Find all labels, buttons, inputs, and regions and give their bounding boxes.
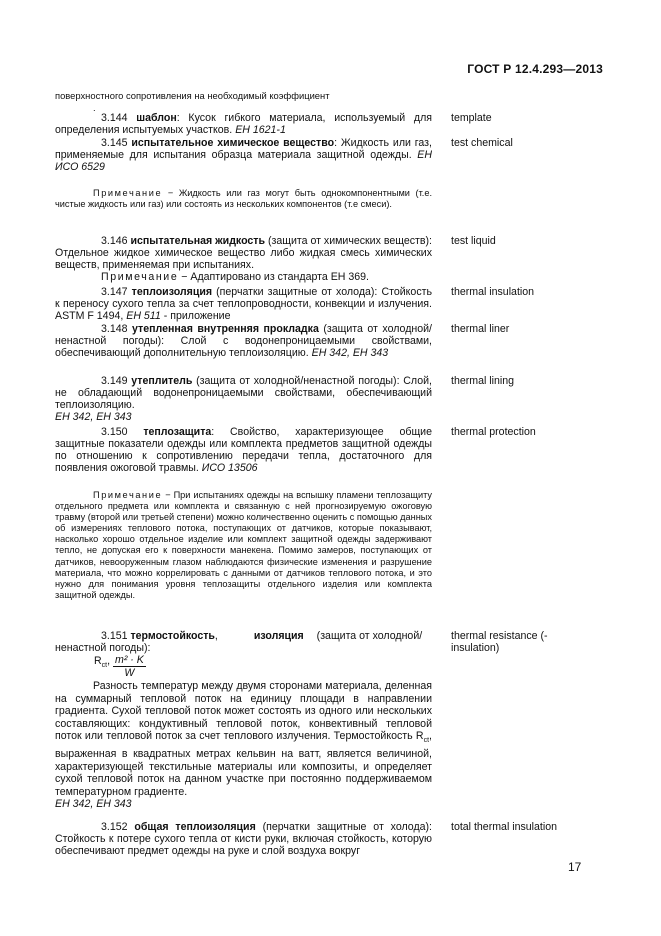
term-definition: (защита от холодной/ненастной погоды): [55,630,423,654]
term-reference: ЕН 342, ЕН 343 [55,798,132,811]
term-body-text: Разность температур между двумя сторонами материала, деленная на суммарный тепловой поток на единицу площади в направлении градиента. Сухой тепловой поток может состоять из одного или нескольких составляющих: кондуктивный тепловой поток, конвективный тепловой поток или тепловой поток за счет теплового излучения. Термостойкость R [55,680,432,743]
term-3-150 [55,426,432,474]
term-reference-tail: - приложение [160,310,231,322]
term-3-147 [55,286,432,322]
term-name: теплозащита [143,426,212,438]
term-name: общая теплоизоляция [134,821,256,833]
term-en-3-149: thermal lining [451,375,515,387]
term-3-151-body [55,680,432,810]
term-definition: : Жидкость или газ, применяемые для испытания образца материала защитной одежды. [55,137,432,161]
term-name-alt: изоляция [253,630,304,642]
term-reference: ИСО 13506 [201,462,258,474]
term-en-3-145: test chemical [451,137,513,149]
term-number: 3.144 [101,112,128,124]
note-3-150 [55,490,432,601]
intro-dot: . [93,102,96,113]
intro-line [55,90,432,114]
term-3-151: 3.151 термостойкость, изоляция (защита от холодной/ненастной погоды): [55,630,423,654]
term-reference: ЕН 342, ЕН 343 [55,411,132,423]
term-name: утепленная внутренняя прокладка [132,323,319,335]
document-code: ГОСТ Р 12.4.293—2013 [467,62,603,76]
term-definition: (перчатки защитные от холода): Стойкость к переносу сухого тепла за счет теплопроводности, конвекции и излучения. ASTM F 1494, [55,286,432,322]
term-en-3-150: thermal protection [451,426,536,438]
term-number: 3.149 [101,375,128,387]
term-en-3-146: test liquid [451,235,496,247]
formula-fraction [113,655,146,679]
term-en-3-147: thermal insulation [451,286,535,298]
term-name: испытательная жидкость [130,235,265,247]
term-number: 3.150 [101,426,128,438]
term-en-3-152: total thermal insulation [451,821,557,833]
formula-denominator: W [124,667,135,679]
term-definition: : Кусок гибкого материала, используемый для определения испытуемых участков. [55,112,432,136]
term-3-148 [55,323,432,359]
term-en-3-144: template [451,112,492,124]
term-body-subscript: ct [423,737,430,745]
term-definition: (перчатки защитные от холода): Стойкость к потере сухого тепла от кисти руки, включая стойкость, которую обеспечивают предмет одежды на руке и слой воздуха вокруг [55,821,432,857]
note-text: − Жидкость или газ могут быть однокомпонентными (т.е. чистые жидкость или газ) или состоять из нескольких компонентов (т.е смеси). [55,188,432,210]
term-3-152 [55,821,432,857]
note-text: − Адаптировано из стандарта ЕН 369. [178,271,369,283]
note-3-145 [55,188,432,210]
term-3-145 [55,137,432,173]
note-label: Примечание [101,271,179,283]
formula-subscript: ct [101,662,108,670]
term-number: 3.152 [101,821,128,833]
term-number: 3.145 [101,137,128,149]
note-label: Примечание [93,490,163,500]
term-reference: ЕН ИСО 6529 [55,149,432,173]
term-3-144 [55,112,432,136]
term-reference: ЕН 511 [126,310,161,322]
formula-symbol: R [94,655,102,667]
term-definition: (защита от холодной/ненастной погоды): Слой с водонепроницаемыми свойствами, обеспечивающий дополнительную теплоизоляцию. [55,323,432,359]
term-name: утеплитель [131,375,193,387]
unit-formula [94,655,146,679]
intro-text: поверхностного сопротивления на необходимый коэффициент [55,90,330,101]
term-name: теплоизоляция [131,286,213,298]
term-reference: ЕН 1621-1 [235,124,286,136]
term-name: термостойкость [130,630,215,642]
formula-separator: , [107,655,113,667]
term-number: 3.151 [101,630,128,642]
term-name: испытательное химическое вещество [131,137,335,149]
term-number: 3.146 [101,235,128,247]
term-reference: ЕН 342, ЕН 343 [311,347,389,359]
term-en-3-148: thermal liner [451,323,510,335]
note-text: − При испытаниях одежды на вспышку пламени теплозащиту отдельного предмета или комплекта и связанную с ней прогнозируемую ожоговую травму (второй или третьей степени) можно количественно оценить с помощью данных об измерениях теплового потока, поступающих от датчиков, которые показывают, насколько хорошо отдельное изделие или комплект защитной одежды задерживают тепло, не допуская его к поверхности манекена. Помимо замеров, поступающих от датчиков, невооруженным глазом наблюдаются физические изменения и разрушение материала, что можно коррелировать с данными от датчиков теплового потока, и это нужно для понимания уровня теплозащиты отдельного изделия или комплекта защитной одежды. [55,490,432,600]
term-number: 3.148 [101,323,128,335]
term-definition: (защита от химических веществ): Отдельное жидкое химическое вещество либо жидкая смесь химических веществ, применяемая при испытаниях. [55,235,432,271]
term-number: 3.147 [101,286,128,298]
term-en-3-151: thermal resistance (-insulation) [451,630,548,654]
term-body-text-cont: , выраженная в квадратных метрах кельвин на ватт, является величиной, характеризующей текстильные материалы или композиты, и определяет сухой тепловой поток на данном участке при постоянно поддерживаемом температурном градиенте. [55,730,432,798]
term-name: шаблон [136,112,177,124]
formula-numerator: m² · K [115,654,144,666]
note-label: Примечание [93,188,163,198]
term-3-149 [55,375,432,423]
page-number: 17 [568,860,582,874]
term-definition: : Свойство, характеризующее общие защитные показатели одежды или комплекта предметов защитной одежды по отношению к сопротивлению передачи тепла, достаточного для появления ожоговой травмы. [55,426,432,474]
term-3-146 [55,235,432,283]
term-definition: (защита от холодной/ненастной погоды): Слой, не обладающий водонепроницаемыми свойствами, обеспечивающий теплоизоляцию. [55,375,432,411]
